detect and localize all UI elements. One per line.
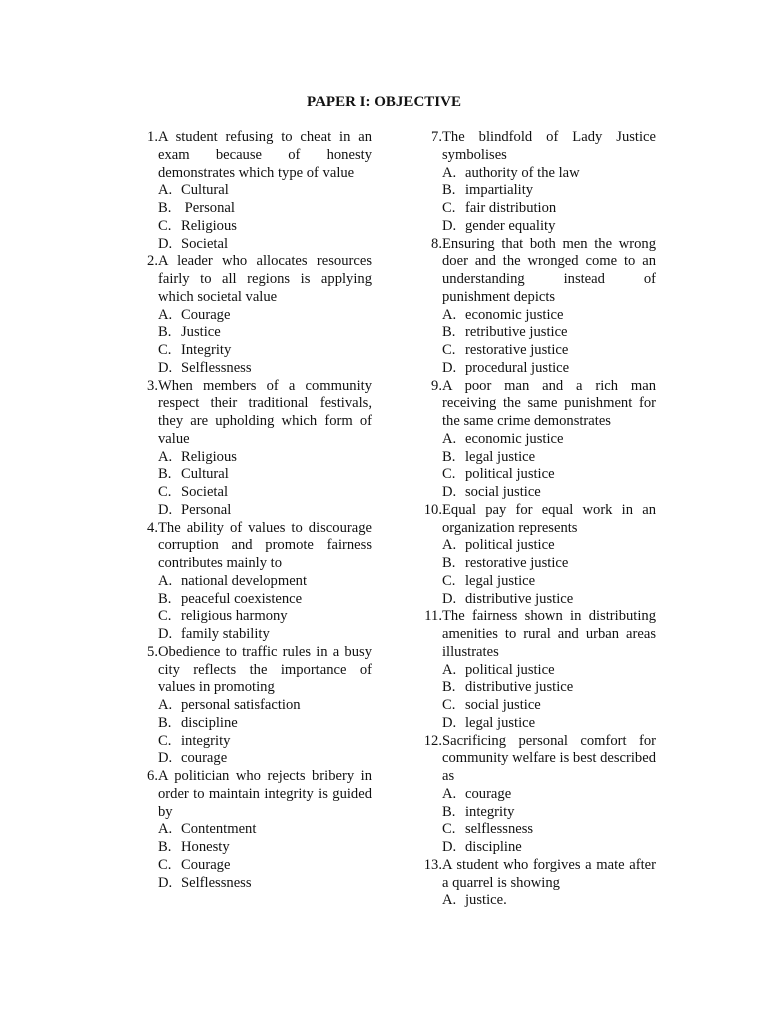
answer-option (416, 892, 656, 910)
question-number (132, 378, 158, 449)
option-text: procedural justice (465, 359, 570, 376)
answer-option (416, 431, 656, 449)
option-letter: D. (158, 874, 173, 891)
option-text: political justice (465, 537, 555, 554)
option-letter: D. (158, 626, 173, 642)
option-text: restorative justice (465, 342, 569, 358)
answer-option (132, 307, 372, 325)
question-number-label: 10. (423, 501, 442, 518)
option-letter: C. (442, 342, 456, 358)
option-letter: B. (158, 200, 172, 216)
question-text: A politician who rejects bribery in order to maintain integrity is guided by (158, 768, 372, 820)
option-text: discipline (181, 714, 238, 731)
option-text: Integrity (181, 342, 232, 358)
question-number-label: 11. (424, 608, 442, 625)
option-text: economic justice (465, 306, 564, 323)
question-number (132, 768, 158, 821)
option-text: family stability (181, 626, 270, 642)
question-number-label: 2. (147, 253, 158, 270)
option-letter: B. (442, 803, 456, 820)
question-number (132, 129, 158, 182)
answer-option (132, 857, 372, 875)
question-7 (416, 129, 656, 236)
option-letter: A. (158, 697, 173, 713)
answer-option (416, 324, 656, 342)
option-letter: D. (158, 235, 173, 252)
question-1 (132, 129, 372, 253)
option-letter: D. (442, 714, 457, 731)
option-text: social justice (465, 484, 541, 500)
option-text: Cultural (181, 182, 229, 199)
answer-option (132, 466, 372, 484)
option-letter: C. (158, 484, 172, 500)
question-12 (416, 733, 656, 857)
answer-option (132, 449, 372, 467)
answer-option (132, 236, 372, 254)
option-letter: C. (442, 821, 456, 838)
page-title: PAPER I: OBJECTIVE (307, 94, 461, 110)
option-text: political justice (465, 466, 555, 483)
question-number-label: 4. (147, 519, 158, 536)
option-text: integrity (181, 732, 231, 749)
answer-option (132, 342, 372, 360)
option-letter: D. (442, 590, 457, 607)
question-5 (132, 644, 372, 768)
option-text: Selflessness (181, 874, 252, 891)
option-letter: A. (158, 306, 173, 323)
option-letter: B. (158, 466, 172, 483)
question-10 (416, 502, 656, 609)
answer-option (416, 679, 656, 697)
question-stem (132, 129, 372, 182)
option-text: discipline (465, 839, 522, 855)
option-text: Courage (181, 306, 231, 323)
question-number-label: 7. (431, 129, 442, 145)
answer-option (132, 360, 372, 378)
option-letter: C. (442, 697, 456, 713)
question-number-label: 6. (147, 768, 158, 784)
option-text: courage (465, 785, 512, 802)
answer-option (132, 608, 372, 626)
option-letter: B. (442, 182, 456, 199)
answer-option (416, 804, 656, 822)
answer-option (416, 715, 656, 733)
answer-option (132, 182, 372, 200)
answer-option (416, 342, 656, 360)
answer-option (416, 466, 656, 484)
answer-option (416, 484, 656, 502)
answer-option (416, 218, 656, 236)
option-text: Justice (181, 324, 221, 341)
option-letter: B. (158, 324, 172, 341)
option-letter: A. (442, 430, 457, 447)
option-letter: B. (442, 324, 456, 341)
option-letter: C. (158, 342, 172, 358)
option-text: peaceful coexistence (181, 590, 303, 607)
question-stem (416, 733, 656, 786)
option-letter: D. (442, 217, 457, 234)
option-text: distributive justice (465, 679, 574, 696)
question-9 (416, 378, 656, 502)
question-text: Ensuring that both men the wrong doer and the wronged come to an understanding instead of punishment depicts (442, 235, 656, 305)
option-letter: A. (158, 572, 173, 589)
option-text: fair distribution (465, 200, 557, 216)
answer-option (416, 697, 656, 715)
question-number-label: 1. (147, 129, 158, 145)
question-stem (132, 644, 372, 697)
answer-option (416, 786, 656, 804)
option-letter: C. (442, 572, 456, 589)
question-3 (132, 378, 372, 520)
option-letter: C. (158, 732, 172, 749)
question-number-label: 5. (147, 643, 158, 660)
option-text: impartiality (465, 182, 534, 199)
question-text: When members of a community respect their traditional festivals, they are upholding which form of value (158, 377, 372, 447)
question-stem (416, 236, 656, 307)
option-letter: B. (442, 555, 456, 571)
option-letter: B. (158, 839, 172, 855)
option-text: authority of the law (465, 164, 580, 181)
answer-option (132, 750, 372, 768)
option-letter: B. (158, 590, 172, 607)
option-letter: A. (158, 182, 173, 199)
question-number (132, 644, 158, 697)
question-11 (416, 608, 656, 732)
question-text: Sacrificing personal comfort for community welfare is best described as (442, 732, 656, 784)
option-letter: A. (158, 821, 173, 838)
option-letter: C. (158, 217, 172, 234)
question-number (416, 502, 442, 538)
option-text: Religious (181, 217, 237, 234)
answer-option (132, 502, 372, 520)
option-letter: A. (442, 306, 457, 323)
question-number (416, 236, 442, 307)
answer-option (132, 591, 372, 609)
question-number (416, 608, 442, 661)
question-text: A poor man and a rich man receiving the same punishment for the same crime demonstrates (442, 377, 656, 429)
answer-option (416, 555, 656, 573)
answer-option (132, 626, 372, 644)
question-text: The blindfold of Lady Justice symbolises (442, 129, 656, 163)
question-text: Equal pay for equal work in an organization represents (442, 501, 656, 536)
option-letter: D. (158, 501, 173, 518)
option-letter: B. (442, 448, 456, 465)
question-text: The fairness shown in distributing amenities to rural and urban areas illustrates (442, 608, 656, 660)
question-text: A student refusing to cheat in an exam because of honesty demonstrates which type of value (158, 129, 372, 181)
answer-option (416, 200, 656, 218)
question-6 (132, 768, 372, 892)
option-text: legal justice (465, 572, 536, 589)
option-letter: A. (442, 537, 457, 554)
option-text: social justice (465, 697, 541, 713)
option-letter: C. (442, 466, 456, 483)
answer-option (416, 662, 656, 680)
answer-option (416, 839, 656, 857)
option-letter: C. (158, 856, 172, 873)
option-text: retributive justice (465, 324, 568, 341)
option-letter: C. (442, 200, 456, 216)
question-stem (132, 253, 372, 306)
question-stem (416, 857, 656, 893)
answer-option (132, 821, 372, 839)
question-stem (132, 768, 372, 821)
option-letter: A. (442, 661, 457, 678)
option-text: integrity (465, 803, 515, 820)
answer-option (132, 697, 372, 715)
option-text: Societal (181, 484, 229, 500)
question-13 (416, 857, 656, 910)
answer-option (416, 360, 656, 378)
option-letter: D. (158, 359, 173, 376)
option-text: restorative justice (465, 555, 569, 571)
answer-option (132, 324, 372, 342)
question-stem (416, 129, 656, 165)
answer-option (132, 484, 372, 502)
question-number (132, 253, 158, 306)
answer-option (132, 573, 372, 591)
option-text: courage (181, 750, 228, 767)
question-number (132, 520, 158, 573)
question-text: Obedience to traffic rules in a busy city reflects the importance of values in promoting (158, 643, 372, 696)
option-text: Personal (181, 200, 235, 216)
right-column (416, 129, 656, 910)
answer-option (416, 182, 656, 200)
option-letter: D. (442, 839, 457, 855)
option-text: selflessness (465, 821, 534, 838)
option-text: Selflessness (181, 359, 252, 376)
question-number-label: 9. (431, 377, 442, 394)
question-stem (132, 378, 372, 449)
option-text: national development (181, 572, 308, 589)
answer-option (132, 200, 372, 218)
question-number (416, 378, 442, 431)
answer-option (132, 875, 372, 893)
option-letter: D. (442, 484, 457, 500)
answer-option (132, 733, 372, 751)
option-text: Honesty (181, 839, 230, 855)
answer-option (416, 821, 656, 839)
option-text: economic justice (465, 430, 564, 447)
answer-option (416, 165, 656, 183)
answer-option (416, 591, 656, 609)
answer-option (416, 537, 656, 555)
option-text: legal justice (465, 714, 536, 731)
option-text: gender equality (465, 217, 556, 234)
option-text: political justice (465, 661, 555, 678)
option-text: Societal (181, 235, 229, 252)
question-2 (132, 253, 372, 377)
question-text: A student who forgives a mate after a quarrel is showing (442, 856, 656, 891)
option-text: personal satisfaction (181, 697, 301, 713)
option-letter: A. (442, 785, 457, 802)
option-letter: A. (158, 448, 173, 465)
option-letter: A. (442, 164, 457, 181)
answer-option (132, 715, 372, 733)
answer-option (416, 307, 656, 325)
answer-option (416, 449, 656, 467)
option-letter: B. (442, 679, 456, 696)
option-letter: D. (158, 750, 173, 767)
answer-option (132, 218, 372, 236)
question-text: A leader who allocates resources fairly to all regions is applying which societal value (158, 253, 372, 305)
option-text: Contentment (181, 821, 257, 838)
question-number-label: 8. (431, 235, 442, 252)
option-text: justice. (465, 892, 507, 909)
question-stem (416, 378, 656, 431)
option-letter: D. (442, 359, 457, 376)
question-number (416, 129, 442, 165)
option-text: religious harmony (181, 608, 288, 625)
left-column (132, 129, 372, 892)
question-stem (132, 520, 372, 573)
option-text: Religious (181, 448, 237, 465)
option-letter: A. (442, 892, 457, 909)
option-letter: B. (158, 714, 172, 731)
answer-option (416, 573, 656, 591)
question-8 (416, 236, 656, 378)
option-text: distributive justice (465, 590, 574, 607)
option-text: Personal (181, 501, 232, 518)
option-text: Courage (181, 856, 231, 873)
question-number-label: 3. (147, 377, 158, 394)
option-letter: C. (158, 608, 172, 625)
question-4 (132, 520, 372, 644)
option-text: legal justice (465, 448, 536, 465)
answer-option (132, 839, 372, 857)
question-stem (416, 502, 656, 538)
question-number (416, 857, 442, 893)
question-text: The ability of values to discourage corruption and promote fairness contributes mainly to (158, 519, 372, 571)
question-number (416, 733, 442, 786)
question-stem (416, 608, 656, 661)
question-number-label: 13. (423, 856, 442, 873)
question-number-label: 12. (423, 732, 442, 749)
option-text: Cultural (181, 466, 229, 483)
